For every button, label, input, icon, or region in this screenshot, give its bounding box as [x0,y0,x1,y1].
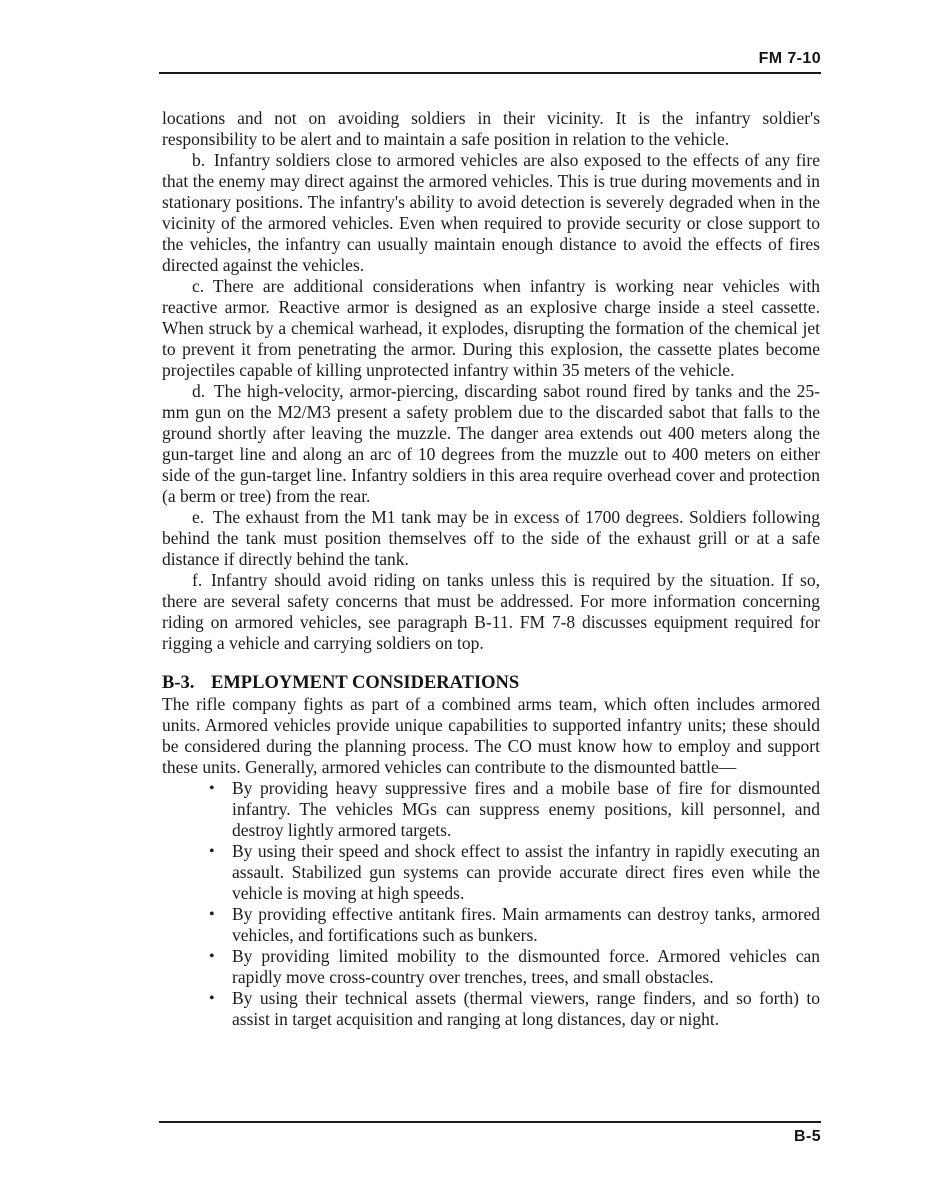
list-item [209,778,820,841]
bullet-icon: • [209,906,215,923]
footer-rule [159,1121,821,1123]
section-intro-paragraph: The rifle company fights as part of a combined arms team, which often includes armored units. Armored vehicles provide unique capabilities to supported infantry units; these should be considered during the planning process. The CO must know how to employ and support these units. Generally, armored vehicles can contribute to the dismounted battle— [162,694,820,777]
list-item-text: By providing effective antitank fires. Main armaments can destroy tanks, armored vehicles, and fortifications such as bunkers. [232,904,820,945]
bullet-icon: • [209,948,215,965]
bullet-icon: • [209,990,215,1007]
page-number: B-5 [794,1128,821,1145]
list-item [209,841,820,904]
paragraph-c: c. There are additional considerations when infantry is working near vehicles with reactive armor. Reactive armor is designed as an explosive charge inside a steel cassette. When struck by a chemical warhead, it explodes, disrupting the formation of the chemical jet to prevent it from penetrating the armor. During this explosion, the cassette plates become projectiles capable of killing unprotected infantry within 35 meters of the vehicle. [162,276,820,380]
list-item [209,946,820,988]
list-item [209,988,820,1030]
document-number: FM 7-10 [758,50,821,67]
section-title: EMPLOYMENT CONSIDERATIONS [211,673,520,693]
page-footer [159,1117,821,1146]
paragraph-b: b. Infantry soldiers close to armored vehicles are also exposed to the effects of any fire that the enemy may direct against the armored vehicles. This is true during movements and in stationary positions. The infantry's ability to avoid detection is severely degraded when in the vicinity of the armored vehicles. Even when required to provide security or close support to the vehicles, the infantry can usually maintain enough distance to avoid the effects of fires directed against the vehicles. [162,150,820,275]
paragraph-e: e. The exhaust from the M1 tank may be in excess of 1700 degrees. Soldiers following behind the tank must position themselves off to the side of the exhaust grill or at a safe distance if directly behind the tank. [162,507,820,569]
page-header [159,50,821,74]
list-item-text: By using their speed and shock effect to assist the infantry in rapidly executing an assault. Stabilized gun systems can provide accurate direct fires even while the vehicle is moving at high speeds. [232,841,820,903]
section-number: B-3. [162,673,195,693]
page-body [162,108,820,1030]
list-item-text: By providing limited mobility to the dismounted force. Armored vehicles can rapidly move cross-country over trenches, trees, and small obstacles. [232,946,820,987]
header-rule [159,72,821,74]
section-heading [162,672,820,694]
list-item-text: By providing heavy suppressive fires and a mobile base of fire for dismounted infantry. The vehicles MGs can suppress enemy positions, kill personnel, and destroy lightly armored targets. [232,778,820,840]
bullet-icon: • [209,780,215,797]
list-item [209,904,820,946]
paragraph-f: f. Infantry should avoid riding on tanks unless this is required by the situation. If so, there are several safety concerns that must be addressed. For more information concerning riding on armored vehicles, see paragraph B-11. FM 7-8 discusses equipment required for rigging a vehicle and carrying soldiers on top. [162,570,820,653]
paragraph-continuation: locations and not on avoiding soldiers in their vicinity. It is the infantry soldier's responsibility to be alert and to maintain a safe position in relation to the vehicle. [162,108,820,149]
paragraph-d: d. The high-velocity, armor-piercing, discarding sabot round fired by tanks and the 25-mm gun on the M2/M3 present a safety problem due to the discarded sabot that falls to the ground shortly after leaving the muzzle. The danger area extends out 400 meters along the gun-target line and along an arc of 10 degrees from the muzzle out to 400 meters on either side of the gun-target line. Infantry soldiers in this area require overhead cover and protection (a berm or tree) from the rear. [162,381,820,506]
list-item-text: By using their technical assets (thermal viewers, range finders, and so forth) to assist in target acquisition and ranging at long distances, day or night. [232,988,820,1029]
bullet-list [162,778,820,1030]
bullet-icon: • [209,843,215,860]
